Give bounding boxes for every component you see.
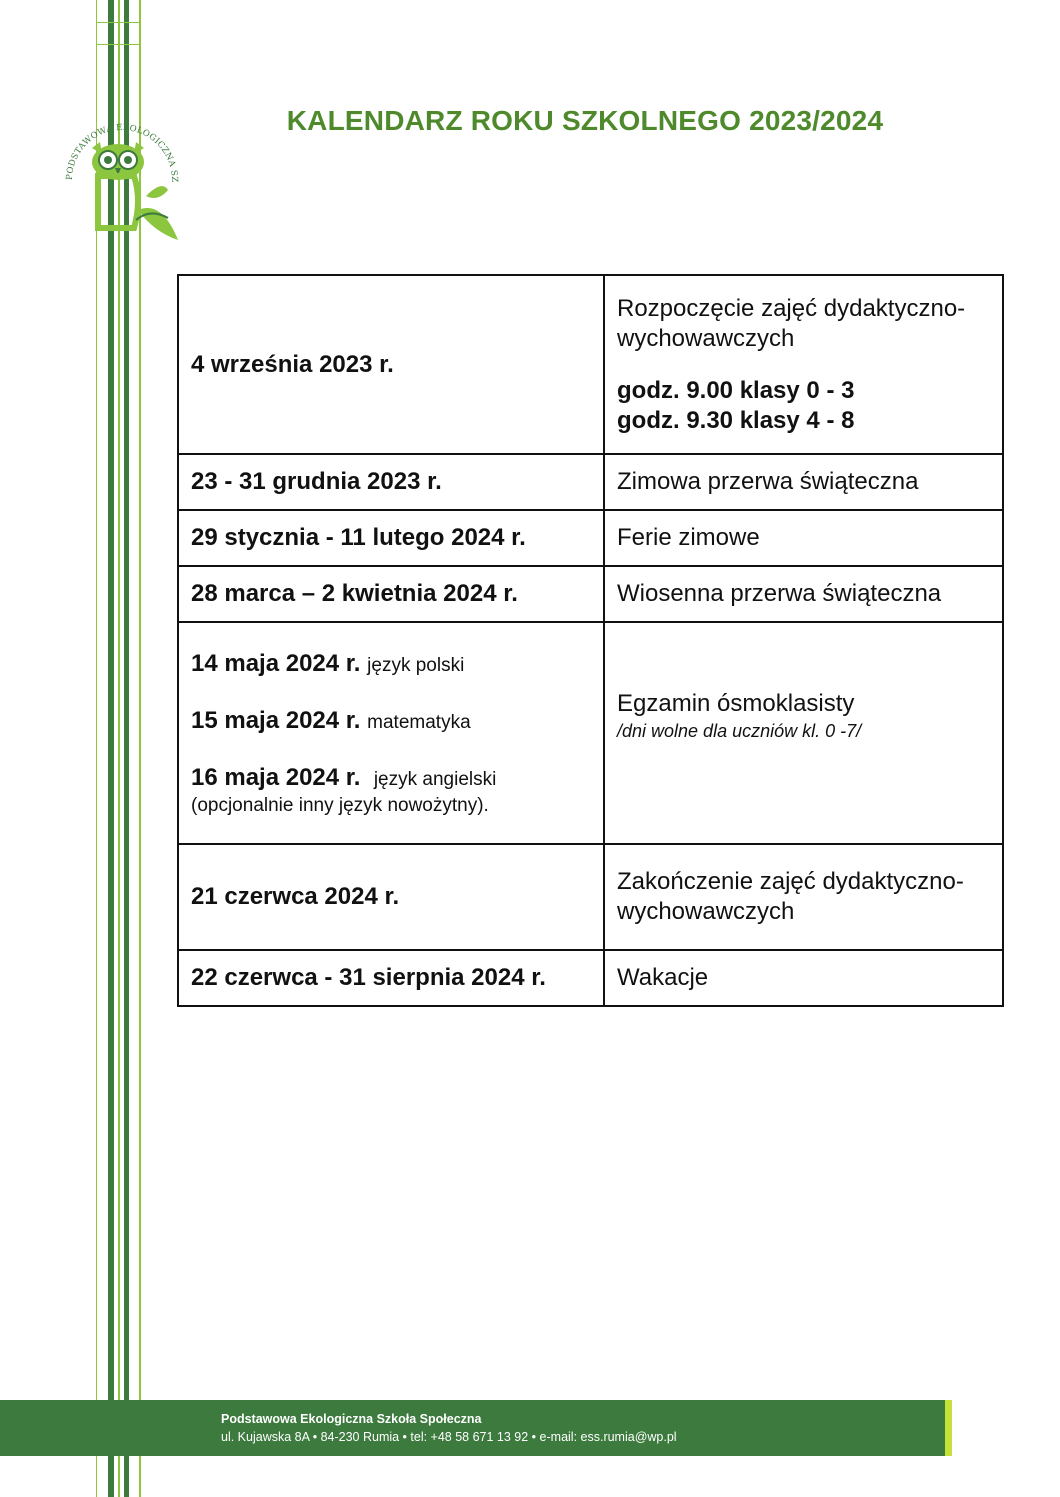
svg-text:PODSTAWOWA EKOLOGICZNA SZKOŁA: PODSTAWOWA EKOLOGICZNA SZ bbox=[64, 122, 180, 183]
footer-address: ul. Kujawska 8A • 84-230 Rumia • tel: +48 58 671 13 92 • e-mail: ess.rumia@wp.pl bbox=[221, 1430, 677, 1444]
description-cell bbox=[604, 622, 1003, 844]
description-text: Rozpoczęcie zajęć dydaktyczno-wychowawczych bbox=[617, 294, 966, 352]
exam-subject: matematyka bbox=[367, 712, 471, 733]
page-title: KALENDARZ ROKU SZKOLNEGO 2023/2024 bbox=[286, 105, 884, 136]
decorative-line bbox=[96, 22, 141, 23]
date-cell: 23 - 31 grudnia 2023 r. bbox=[178, 454, 604, 510]
exam-subject: język angielski bbox=[373, 769, 497, 790]
table-row bbox=[178, 950, 1003, 1006]
date-cell: 21 czerwca 2024 r. bbox=[178, 844, 604, 950]
date-cell: 29 stycznia - 11 lutego 2024 r. bbox=[178, 510, 604, 566]
exam-note: (opcjonalnie inny język nowożytny). bbox=[191, 795, 489, 816]
footer-school-name: Podstawowa Ekologiczna Szkoła Społeczna bbox=[221, 1412, 482, 1426]
date-cell: 22 czerwca - 31 sierpnia 2024 r. bbox=[178, 950, 604, 1006]
date-cell: 28 marca – 2 kwietnia 2024 r. bbox=[178, 566, 604, 622]
description-cell bbox=[604, 275, 1003, 454]
description-subtext: /dni wolne dla uczniów kl. 0 -7/ bbox=[617, 721, 862, 741]
description-cell: Ferie zimowe bbox=[604, 510, 1003, 566]
table-row bbox=[178, 844, 1003, 950]
exam-date: 14 maja 2024 r. bbox=[191, 650, 361, 677]
description-cell: Zakończenie zajęć dydaktyczno-wychowawczych bbox=[604, 844, 1003, 950]
footer-accent bbox=[945, 1400, 952, 1456]
table-row bbox=[178, 566, 1003, 622]
description-text: Egzamin ósmoklasisty bbox=[617, 690, 855, 717]
table-row bbox=[178, 622, 1003, 844]
calendar-table bbox=[177, 274, 1004, 1007]
time-line: godz. 9.00 klasy 0 - 3 bbox=[617, 376, 855, 404]
date-cell: 4 września 2023 r. bbox=[178, 275, 604, 454]
table-row bbox=[178, 510, 1003, 566]
exam-date: 15 maja 2024 r. bbox=[191, 707, 361, 734]
exam-subject: język polski bbox=[367, 655, 465, 676]
exam-dates-cell bbox=[178, 622, 604, 844]
exam-date: 16 maja 2024 r. bbox=[191, 764, 361, 791]
description-cell: Zimowa przerwa świąteczna bbox=[604, 454, 1003, 510]
description-cell: Wakacje bbox=[604, 950, 1003, 1006]
owl-logo-icon bbox=[50, 100, 190, 245]
decorative-line bbox=[96, 44, 141, 45]
footer-bar bbox=[0, 1400, 945, 1456]
time-line: godz. 9.30 klasy 4 - 8 bbox=[617, 406, 855, 434]
table-row bbox=[178, 275, 1003, 454]
description-cell: Wiosenna przerwa świąteczna bbox=[604, 566, 1003, 622]
table-row bbox=[178, 454, 1003, 510]
